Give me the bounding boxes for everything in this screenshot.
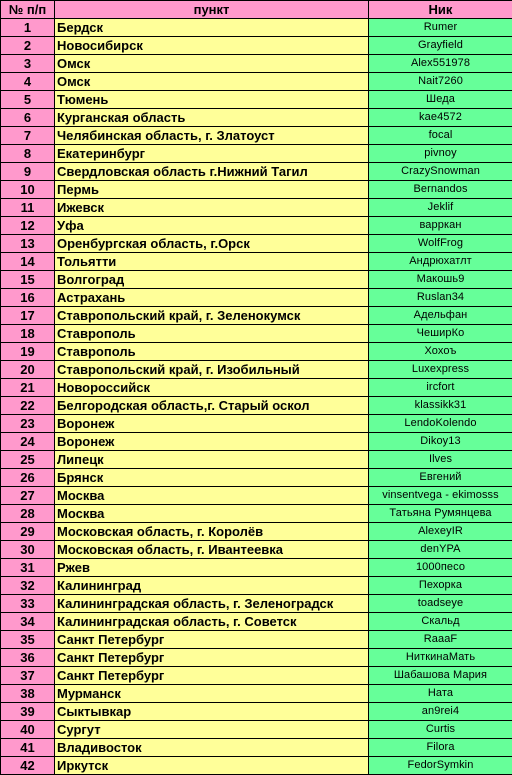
row-place: Омск — [55, 55, 369, 73]
row-nick: Скальд — [369, 613, 512, 631]
row-nick: Ната — [369, 685, 512, 703]
row-number: 4 — [1, 73, 55, 91]
row-number: 18 — [1, 325, 55, 343]
row-nick: FedorSymkin — [369, 757, 512, 775]
row-nick: denYPA — [369, 541, 512, 559]
row-place: Ржев — [55, 559, 369, 577]
row-number: 14 — [1, 253, 55, 271]
row-nick: vinsentvega - ekimosss — [369, 487, 512, 505]
row-nick: Макошь9 — [369, 271, 512, 289]
table-row — [1, 235, 512, 253]
row-nick: НиткинаМать — [369, 649, 512, 667]
row-place: Ставрополь — [55, 343, 369, 361]
row-place: Липецк — [55, 451, 369, 469]
row-place: Волгоград — [55, 271, 369, 289]
row-nick: Nait7260 — [369, 73, 512, 91]
row-place: Бердск — [55, 19, 369, 37]
row-number: 6 — [1, 109, 55, 127]
row-place: Оренбургская область, г.Орск — [55, 235, 369, 253]
table-row — [1, 523, 512, 541]
table-row — [1, 181, 512, 199]
row-number: 19 — [1, 343, 55, 361]
table-row — [1, 307, 512, 325]
row-number: 25 — [1, 451, 55, 469]
row-nick: Jeklif — [369, 199, 512, 217]
row-place: Санкт Петербург — [55, 631, 369, 649]
table-row — [1, 127, 512, 145]
row-place: Курганская область — [55, 109, 369, 127]
row-nick: Андрюхатлт — [369, 253, 512, 271]
row-place: Калининградская область, г. Зеленоградск — [55, 595, 369, 613]
table-row — [1, 325, 512, 343]
row-place: Тюмень — [55, 91, 369, 109]
row-number: 5 — [1, 91, 55, 109]
row-place: Иркутск — [55, 757, 369, 775]
header-nick: Ник — [369, 1, 512, 19]
table-row — [1, 703, 512, 721]
row-number: 7 — [1, 127, 55, 145]
table-row — [1, 163, 512, 181]
table-row — [1, 253, 512, 271]
row-place: Ставропольский край, г. Зеленокумск — [55, 307, 369, 325]
row-nick: klassikk31 — [369, 397, 512, 415]
row-number: 24 — [1, 433, 55, 451]
row-nick: Ilves — [369, 451, 512, 469]
table-row — [1, 217, 512, 235]
row-place: Брянск — [55, 469, 369, 487]
row-nick: Rumer — [369, 19, 512, 37]
row-nick: an9rei4 — [369, 703, 512, 721]
row-nick: Шабашова Мария — [369, 667, 512, 685]
row-number: 39 — [1, 703, 55, 721]
row-place: Воронеж — [55, 415, 369, 433]
table-row — [1, 757, 512, 775]
row-place: Калининградская область, г. Советск — [55, 613, 369, 631]
row-nick: focal — [369, 127, 512, 145]
row-nick: Адельфан — [369, 307, 512, 325]
table-row — [1, 649, 512, 667]
table-row — [1, 595, 512, 613]
row-nick: Ruslan34 — [369, 289, 512, 307]
row-place: Уфа — [55, 217, 369, 235]
table-row — [1, 19, 512, 37]
row-nick: ЧеширКо — [369, 325, 512, 343]
row-place: Санкт Петербург — [55, 649, 369, 667]
table-row — [1, 73, 512, 91]
row-nick: варркан — [369, 217, 512, 235]
table-row — [1, 289, 512, 307]
row-place: Свердловская область г.Нижний Тагил — [55, 163, 369, 181]
table-row — [1, 415, 512, 433]
row-number: 41 — [1, 739, 55, 757]
row-number: 3 — [1, 55, 55, 73]
row-place: Владивосток — [55, 739, 369, 757]
row-nick: CrazySnowman — [369, 163, 512, 181]
row-place: Ижевск — [55, 199, 369, 217]
table-row — [1, 361, 512, 379]
row-nick: 1000песо — [369, 559, 512, 577]
row-place: Санкт Петербург — [55, 667, 369, 685]
row-place: Москва — [55, 505, 369, 523]
header-place: пункт — [55, 1, 369, 19]
table-row — [1, 145, 512, 163]
row-place: Челябинская область, г. Златоуст — [55, 127, 369, 145]
row-number: 40 — [1, 721, 55, 739]
row-number: 37 — [1, 667, 55, 685]
row-number: 31 — [1, 559, 55, 577]
row-number: 9 — [1, 163, 55, 181]
row-nick: Пехорка — [369, 577, 512, 595]
table-body — [1, 19, 512, 775]
table-row — [1, 577, 512, 595]
row-number: 10 — [1, 181, 55, 199]
row-number: 42 — [1, 757, 55, 775]
row-place: Калининград — [55, 577, 369, 595]
row-place: Белгородская область,г. Старый оскол — [55, 397, 369, 415]
table-row — [1, 199, 512, 217]
row-place: Московская область, г. Ивантеевка — [55, 541, 369, 559]
table-row — [1, 271, 512, 289]
table-row — [1, 721, 512, 739]
row-place: Астрахань — [55, 289, 369, 307]
row-number: 20 — [1, 361, 55, 379]
row-place: Сыктывкар — [55, 703, 369, 721]
table-row — [1, 433, 512, 451]
row-number: 28 — [1, 505, 55, 523]
row-place: Пермь — [55, 181, 369, 199]
row-place: Екатеринбург — [55, 145, 369, 163]
row-number: 22 — [1, 397, 55, 415]
row-nick: toadseye — [369, 595, 512, 613]
row-nick: Luxexpress — [369, 361, 512, 379]
row-number: 36 — [1, 649, 55, 667]
row-number: 30 — [1, 541, 55, 559]
row-nick: Хохоъ — [369, 343, 512, 361]
row-place: Омск — [55, 73, 369, 91]
row-number: 26 — [1, 469, 55, 487]
row-number: 17 — [1, 307, 55, 325]
table-row — [1, 631, 512, 649]
header-number: № п/п — [1, 1, 55, 19]
row-number: 35 — [1, 631, 55, 649]
row-nick: ircfort — [369, 379, 512, 397]
row-number: 1 — [1, 19, 55, 37]
row-nick: Евгений — [369, 469, 512, 487]
table-row — [1, 487, 512, 505]
row-nick: kae4572 — [369, 109, 512, 127]
row-nick: Dikoy13 — [369, 433, 512, 451]
row-nick: Alex551978 — [369, 55, 512, 73]
row-number: 13 — [1, 235, 55, 253]
row-place: Ставрополь — [55, 325, 369, 343]
table-row — [1, 37, 512, 55]
row-number: 2 — [1, 37, 55, 55]
row-place: Мурманск — [55, 685, 369, 703]
row-nick: Curtis — [369, 721, 512, 739]
row-number: 8 — [1, 145, 55, 163]
row-place: Тольятти — [55, 253, 369, 271]
table-row — [1, 559, 512, 577]
table-row — [1, 451, 512, 469]
row-place: Московская область, г. Королёв — [55, 523, 369, 541]
row-nick: pivnoy — [369, 145, 512, 163]
row-number: 21 — [1, 379, 55, 397]
table-row — [1, 109, 512, 127]
row-nick: AlexeyIR — [369, 523, 512, 541]
table-row — [1, 343, 512, 361]
table-row — [1, 469, 512, 487]
row-place: Новосибирск — [55, 37, 369, 55]
row-number: 16 — [1, 289, 55, 307]
table-row — [1, 667, 512, 685]
row-number: 33 — [1, 595, 55, 613]
table-row — [1, 685, 512, 703]
row-number: 15 — [1, 271, 55, 289]
row-nick: RaaaF — [369, 631, 512, 649]
table-row — [1, 541, 512, 559]
row-place: Сургут — [55, 721, 369, 739]
row-number: 27 — [1, 487, 55, 505]
table-row — [1, 91, 512, 109]
row-place: Новороссийск — [55, 379, 369, 397]
row-nick: Шеда — [369, 91, 512, 109]
row-number: 29 — [1, 523, 55, 541]
row-number: 32 — [1, 577, 55, 595]
row-number: 11 — [1, 199, 55, 217]
table-row — [1, 613, 512, 631]
row-number: 38 — [1, 685, 55, 703]
row-nick: Татьяна Румянцева — [369, 505, 512, 523]
row-place: Ставропольский край, г. Изобильный — [55, 361, 369, 379]
row-nick: Bernandos — [369, 181, 512, 199]
table-row — [1, 55, 512, 73]
row-nick: LendoKolendo — [369, 415, 512, 433]
row-place: Воронеж — [55, 433, 369, 451]
table-row — [1, 397, 512, 415]
table-row — [1, 739, 512, 757]
row-nick: Grayfield — [369, 37, 512, 55]
row-number: 34 — [1, 613, 55, 631]
header-row — [1, 1, 512, 19]
table-row — [1, 505, 512, 523]
row-number: 23 — [1, 415, 55, 433]
row-number: 12 — [1, 217, 55, 235]
row-nick: Filora — [369, 739, 512, 757]
row-nick: WolfFrog — [369, 235, 512, 253]
row-place: Москва — [55, 487, 369, 505]
table-row — [1, 379, 512, 397]
